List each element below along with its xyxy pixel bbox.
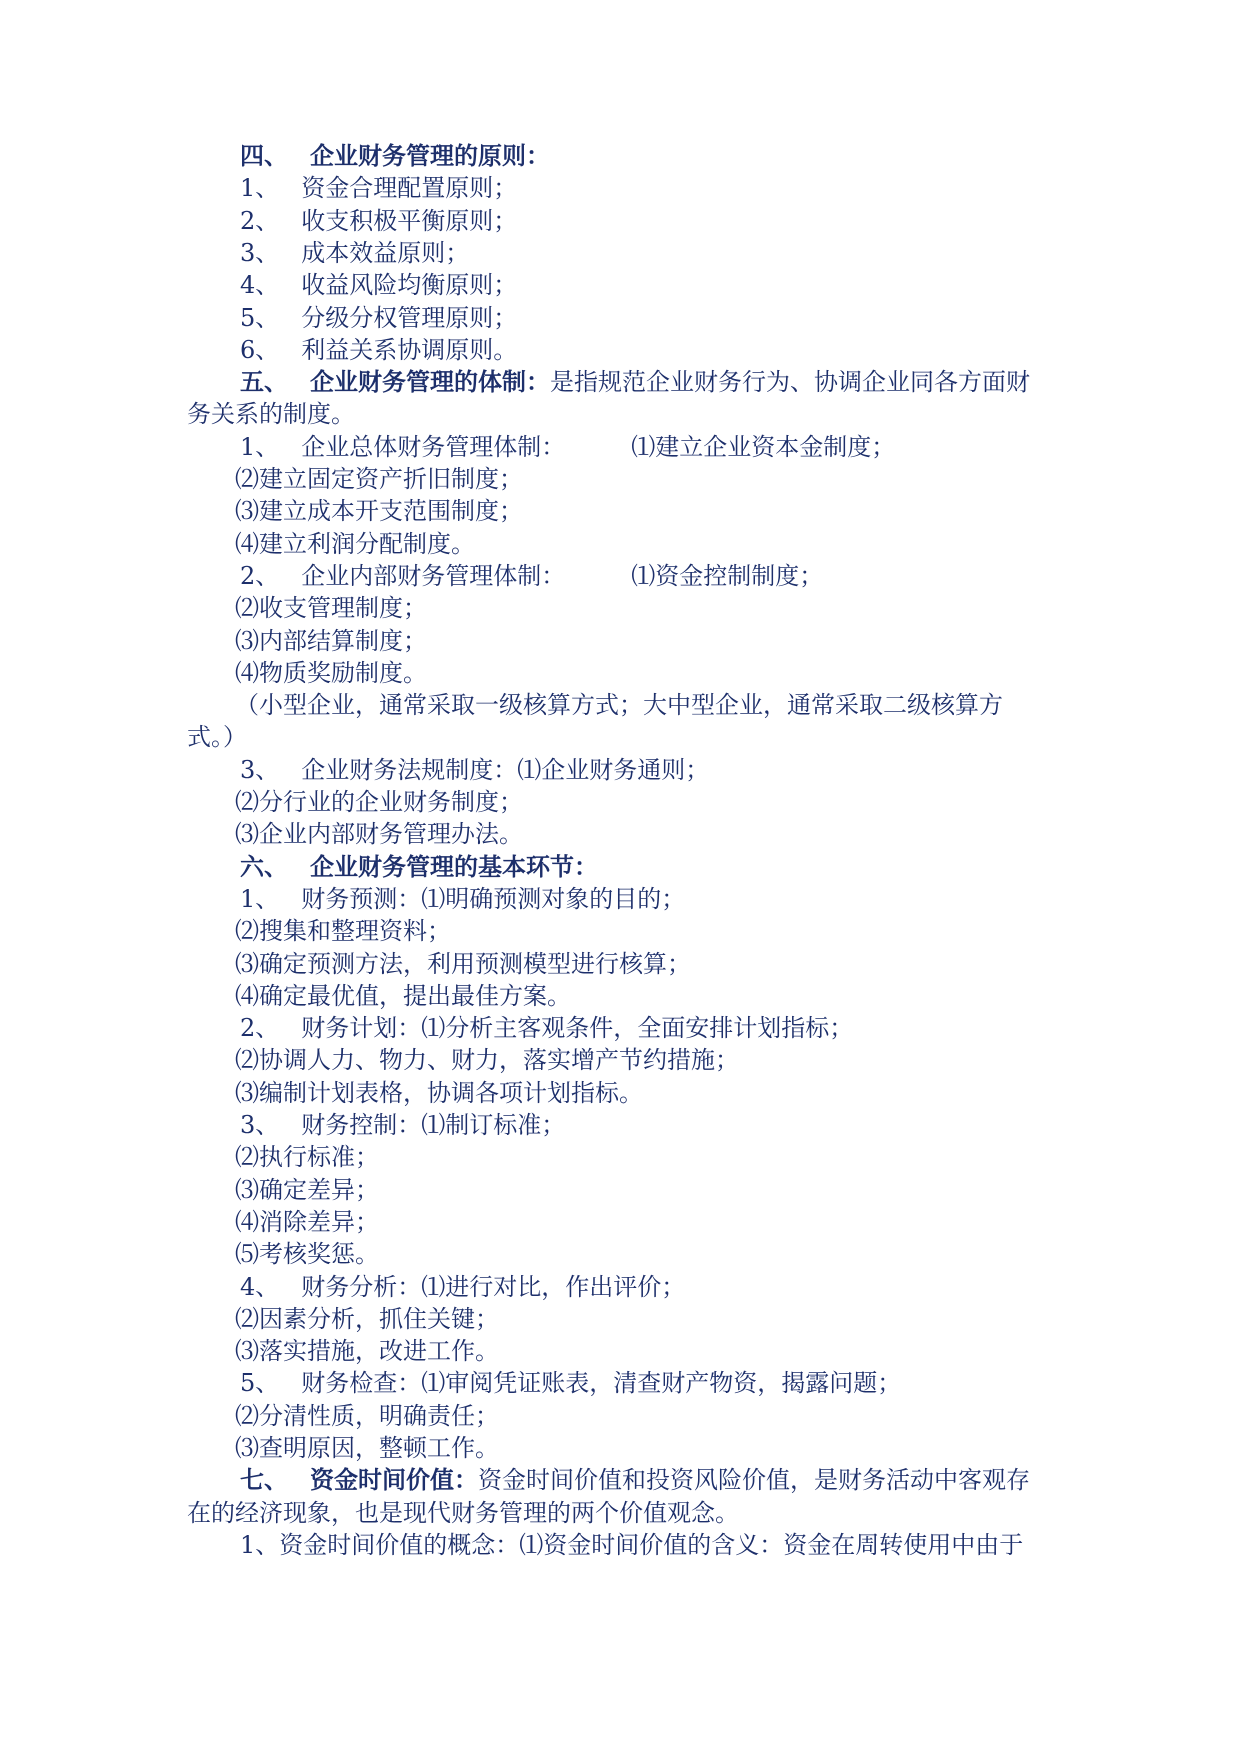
sub-item-text: ⑵建立固定资产折旧制度；	[235, 465, 523, 493]
sub-item	[235, 1174, 379, 1206]
sub-item-text: ⑶编制计划表格，协调各项计划指标。	[235, 1078, 643, 1107]
sub-item	[235, 625, 427, 657]
sub-item	[235, 1303, 499, 1335]
sub-item-text: ⑵因素分析，抓住关键；	[235, 1304, 499, 1333]
section-number: 七、	[240, 1465, 288, 1495]
sub-item	[235, 786, 523, 818]
section-description: 是指规范企业财务行为、协调企业同各方面财	[550, 368, 1030, 397]
sub-item-text: ⑶确定预测方法，利用预测模型进行核算；	[235, 949, 691, 978]
section-title: 资金时间价值：	[310, 1465, 478, 1495]
sub-item	[235, 1141, 379, 1173]
list-item	[240, 431, 895, 463]
list-item-number: 6、	[240, 335, 280, 364]
sub-item-text: ⑷确定最优值，提出最佳方案。	[235, 981, 571, 1010]
list-item-number: 1、	[240, 1530, 280, 1559]
sub-item-text: ⑵搜集和整理资料；	[235, 917, 451, 946]
section-number: 五、	[240, 367, 288, 397]
list-item-number: 2、	[240, 1014, 280, 1043]
list-item-number: 4、	[240, 271, 280, 300]
sub-item	[235, 592, 427, 624]
sub-item	[235, 495, 523, 527]
sub-item	[235, 528, 475, 560]
list-item	[240, 237, 469, 269]
list-item	[240, 302, 517, 334]
list-item	[240, 334, 517, 366]
continuation-line	[187, 721, 247, 753]
list-item	[240, 269, 517, 301]
section-title: 企业财务管理的体制：	[310, 367, 550, 397]
continuation-text: 在的经济现象，也是现代财务管理的两个价值观念。	[187, 1498, 739, 1527]
continuation-text: 式。）	[187, 723, 247, 752]
list-item-text: 财务控制：⑴制订标准；	[301, 1111, 566, 1139]
list-item-subpoint: ⑴资金控制制度；	[631, 561, 824, 590]
sub-item	[235, 1077, 643, 1109]
continuation-line	[187, 398, 355, 430]
sub-item-text: ⑸考核奖惩。	[235, 1240, 379, 1269]
list-item-number: 5、	[240, 303, 280, 332]
list-item-number: 3、	[240, 755, 280, 784]
sub-item-text: ⑵执行标准；	[235, 1143, 379, 1172]
sub-item	[235, 689, 1003, 721]
sub-item	[235, 1335, 499, 1367]
sub-item-text: ⑷建立利润分配制度。	[235, 529, 475, 558]
list-item-text: 成本效益原则；	[301, 238, 470, 267]
list-item	[240, 1109, 565, 1141]
section-title: 企业财务管理的原则：	[310, 141, 550, 170]
list-item-number: 2、	[240, 206, 280, 235]
sub-item	[235, 463, 523, 495]
list-item	[240, 560, 823, 592]
continuation-text: 务关系的制度。	[187, 400, 355, 429]
list-item-text: 分级分权管理原则；	[301, 303, 518, 332]
section-heading	[240, 851, 598, 883]
list-item-subpoint: ⑴建立企业资本金制度；	[631, 432, 896, 461]
list-item-text: 企业内部财务管理体制：	[301, 561, 566, 590]
sub-item	[235, 818, 523, 850]
section-description: 资金时间价值和投资风险价值，是财务活动中客观存	[478, 1466, 1030, 1495]
section-number: 四、	[240, 141, 288, 170]
list-item	[240, 754, 709, 786]
sub-item-text: ⑵分清性质，明确责任；	[235, 1401, 499, 1430]
sub-item-text: ⑷物质奖励制度。	[235, 658, 427, 687]
list-item-text: 资金合理配置原则；	[301, 174, 518, 203]
sub-item-text: ⑶查明原因，整顿工作。	[235, 1434, 499, 1462]
section-title: 企业财务管理的基本环节：	[310, 851, 598, 881]
list-item	[240, 172, 517, 204]
sub-item	[235, 1432, 499, 1464]
list-item	[240, 1271, 685, 1303]
list-item	[240, 1529, 1023, 1561]
sub-item-text: ⑶企业内部财务管理办法。	[235, 820, 523, 849]
sub-item-text: ⑵协调人力、物力、财力，落实增产节约措施；	[235, 1046, 739, 1075]
list-item-number: 5、	[240, 1369, 280, 1398]
list-item-text: 企业总体财务管理体制：	[301, 432, 566, 461]
list-item-number: 2、	[240, 561, 280, 590]
list-item-text: 财务计划：⑴分析主客观条件，全面安排计划指标；	[301, 1014, 854, 1043]
sub-item-text: ⑵收支管理制度；	[235, 594, 427, 623]
list-item-number: 3、	[240, 1111, 280, 1139]
list-item-number: 1、	[240, 884, 280, 913]
sub-item-text: ⑶内部结算制度；	[235, 626, 427, 655]
list-item-text: 资金时间价值的概念：⑴资金时间价值的含义：资金在周转使用中由于	[279, 1530, 1024, 1559]
sub-item-text: ⑵分行业的企业财务制度；	[235, 788, 523, 816]
list-item-text: 财务分析：⑴进行对比，作出评价；	[301, 1272, 686, 1301]
list-item	[240, 1367, 901, 1399]
continuation-line	[187, 1497, 739, 1529]
sub-item-text: （小型企业，通常采取一级核算方式；大中型企业，通常采取二级核算方	[235, 691, 1003, 720]
list-item	[240, 883, 685, 915]
sub-item-text: ⑶确定差异；	[235, 1175, 379, 1204]
list-item-number: 1、	[240, 174, 280, 203]
section-heading	[240, 140, 550, 172]
sub-item-text: ⑶落实措施，改进工作。	[235, 1337, 499, 1366]
list-item-text: 利益关系协调原则。	[301, 335, 518, 364]
sub-item-text: ⑶建立成本开支范围制度；	[235, 497, 523, 526]
sub-item	[235, 657, 427, 689]
list-item-number: 1、	[240, 432, 280, 461]
sub-item	[235, 980, 571, 1012]
list-item-text: 企业财务法规制度：⑴企业财务通则；	[301, 755, 710, 784]
sub-item	[235, 948, 691, 980]
list-item-number: 3、	[240, 238, 280, 267]
sub-item	[235, 915, 451, 947]
sub-item	[235, 1206, 379, 1238]
list-item-number: 4、	[240, 1272, 280, 1301]
section-number: 六、	[240, 851, 288, 881]
list-item-text: 财务检查：⑴审阅凭证账表，清查财产物资，揭露问题；	[301, 1369, 902, 1398]
sub-item	[235, 1238, 379, 1270]
list-item	[240, 205, 517, 237]
section-heading	[240, 366, 1030, 398]
section-heading	[240, 1464, 1030, 1496]
list-item-text: 财务预测：⑴明确预测对象的目的；	[301, 884, 686, 913]
list-item	[240, 1012, 853, 1044]
list-item-text: 收益风险均衡原则；	[301, 271, 518, 300]
sub-item-text: ⑷消除差异；	[235, 1207, 379, 1236]
sub-item	[235, 1400, 499, 1432]
sub-item	[235, 1044, 739, 1076]
list-item-text: 收支积极平衡原则；	[301, 206, 518, 235]
